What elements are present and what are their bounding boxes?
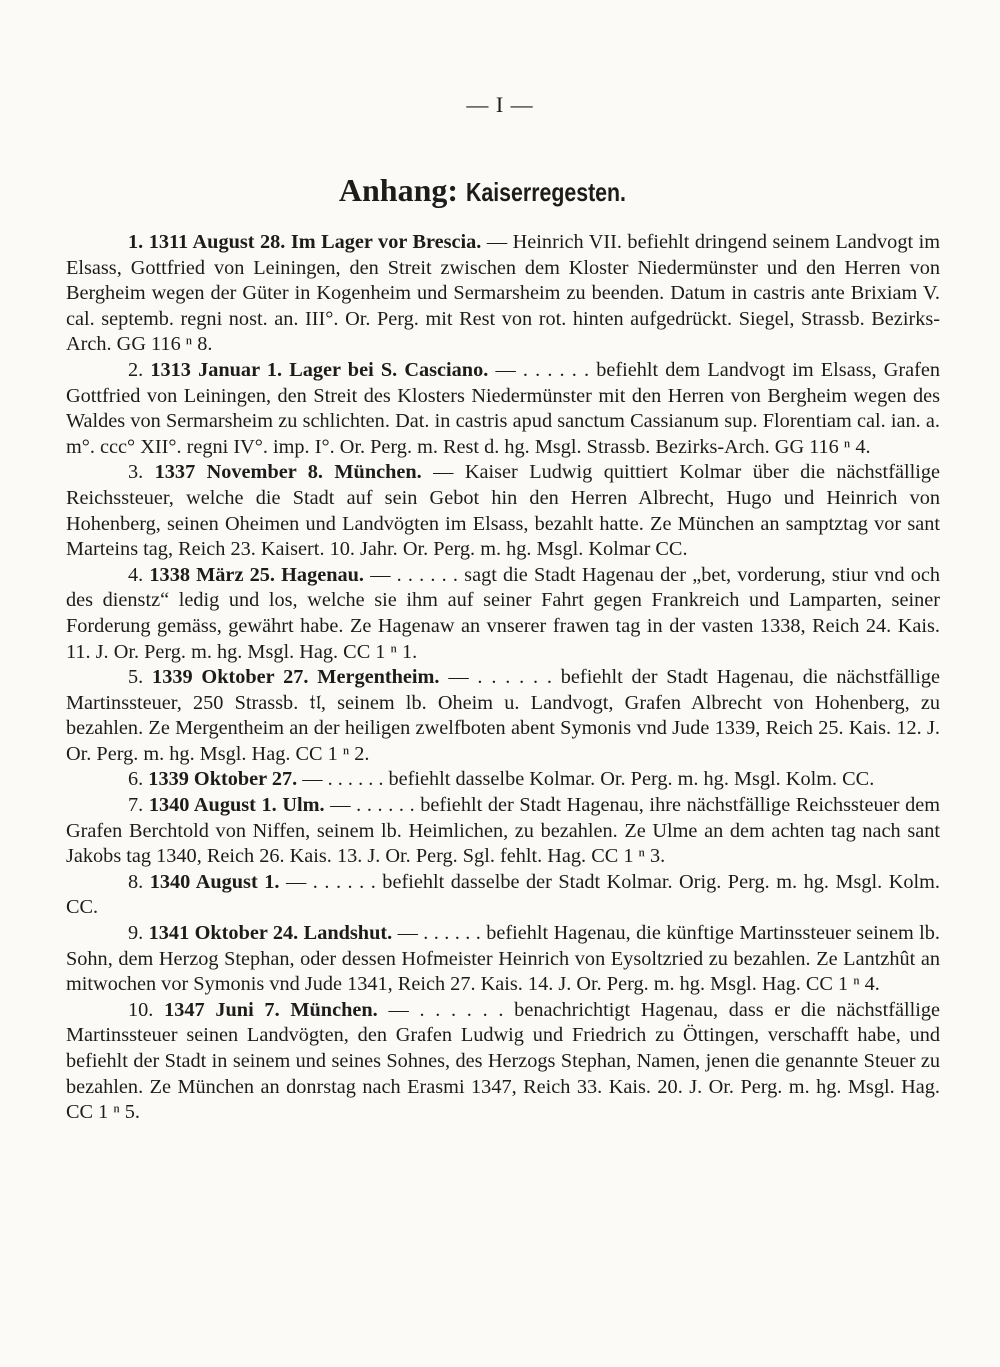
entry-number: 6.: [128, 768, 144, 791]
entry-heading: 1313 Januar 1. Lager bei S. Casciano.: [150, 358, 489, 381]
entry-number: 2.: [128, 358, 144, 381]
regest-entry-10: [66, 998, 940, 1126]
entry-heading: 1340 August 1.: [149, 870, 280, 893]
entry-heading: 1340 August 1. Ulm.: [148, 794, 325, 817]
entry-number: 5.: [128, 666, 144, 689]
entry-heading: 1311 August 28. Im Lager vor Brescia.: [148, 231, 482, 253]
page-number: — I —: [466, 92, 534, 117]
regest-entry-2: [66, 358, 940, 460]
entry-text: — . . . . . . befiehlt dem Landvogt im Elsass, Grafen Gottfried von Leiningen, den Streit des Klosters Niedermünster mit den Herren von Bergheim wegen des Waldes von Sermarsheim zu schlichten. Dat. in castris apud sanctum Cassianum sup. Florentiam cal. ian. a. m°. ccc° XII°. regni IV°. imp. I°. Or. Perg. m. Rest d. hg. Msgl. Strassb. Bezirks-Arch. GG 116 ⁿ 4.: [66, 358, 940, 458]
heading-colon: :: [447, 172, 467, 208]
entry-text: — Kaiser Ludwig quittiert Kolmar über die nächstfällige Reichssteuer, welche die Stadt auf sein Gebot hin den Herren Albrecht, Hugo und Heinrich von Hohenberg, seinen Oheimen und Landvögten im Elsass, bezahlt hatte. Ze München an samptztag vor sant Marteins tag, Reich 23. Kaisert. 10. Jahr. Or. Perg. m. hg. Msgl. Kolmar CC.: [66, 461, 940, 561]
entry-heading: 1341 Oktober 24. Landshut.: [148, 922, 393, 945]
entry-heading: 1337 November 8. München.: [154, 461, 422, 484]
entry-heading: 1338 März 25. Hagenau.: [149, 563, 364, 586]
entry-number: 3.: [128, 461, 144, 484]
entry-text: — Heinrich VII. befiehlt dringend seinem Landvogt im Elsass, Gottfried von Leiningen, den Streit zwischen dem Kloster Niedermünster und den Herren von Bergheim wegen der Güter in Kogenheim und Sermarsheim zu beenden. Datum in castris ante Brixiam V. cal. septemb. regni nost. an. III°. Or. Perg. mit Rest von rot. hinten aufgedrückt. Siegel, Strassb. Bezirks-Arch. GG 116 ⁿ 8.: [66, 231, 940, 356]
section-heading: [0, 172, 1000, 209]
heading-part-1: Anhang: [338, 172, 448, 208]
entry-number: 4.: [128, 563, 144, 586]
entry-text: — . . . . . . befiehlt der Stadt Hagenau, die nächstfällige Martinssteuer, 250 Strassb. 𝔱𝔩, seinem lb. Oheim u. Landvogt, Grafen Albrecht von Hohenberg, zu bezahlen. Ze Mergentheim an der heiligen zwelfboten abent Symonis vnd Jude 1339, Reich 25. Kais. 12. J. Or. Perg. m. hg. Msgl. Hag. CC 1 ⁿ 2.: [66, 666, 940, 765]
regest-entry-1: [66, 230, 940, 358]
entry-number: 8.: [128, 870, 144, 893]
regest-entry-8: [66, 870, 940, 921]
entry-text: — . . . . . . befiehlt Hagenau, die künftige Martinssteuer seinem lb. Sohn, dem Herzog Stephan, oder dessen Hofmeister Heinrich von Eysoltzried zu bezahlen. Ze Lantzhût an mitwochen vor Symonis vnd Jude 1341, Reich 27. Kais. 14. J. Or. Perg. m. hg. Msgl. Hag. CC 1 ⁿ 4.: [66, 922, 940, 996]
entry-text: — . . . . . . befiehlt dasselbe der Stadt Kolmar. Orig. Perg. m. hg. Msgl. Kolm. CC.: [66, 870, 940, 919]
entry-text: — . . . . . . befiehlt der Stadt Hagenau, ihre nächstfällige Reichssteuer dem Grafen Berchtold von Niffen, seinem lb. Heimlichen, zu bezahlen. Ze Ulme an dem achten tag nach sant Jakobs tag 1340, Reich 26. Kais. 13. J. Or. Perg. Sgl. fehlt. Hag. CC 1 ⁿ 3.: [66, 794, 940, 868]
regest-entry-6: [66, 767, 940, 793]
entry-heading: 1339 Oktober 27. Mergentheim.: [152, 666, 440, 689]
regest-entry-3: [66, 460, 940, 562]
heading-part-2: Kaiserregesten.: [466, 177, 627, 207]
entry-text: — . . . . . . befiehlt dasselbe Kolmar. Or. Perg. m. hg. Msgl. Kolm. CC.: [302, 768, 875, 791]
entry-text: — . . . . . . sagt die Stadt Hagenau der „bet, vorderung, stiur vnd och des dienstz“ ledig und los, welche sie ihm auf seiner Fahrt gegen Frankreich und Lamparten, seiner Forderung gemäss, gewährt habe. Ze Hagenaw an vnserer frawen tag in der vasten 1338, Reich 24. Kais. 11. J. Or. Perg. m. hg. Msgl. Hag. CC 1 ⁿ 1.: [66, 563, 940, 663]
regest-entry-7: [66, 793, 940, 870]
entry-number: 9.: [128, 922, 144, 945]
regesta-list: [66, 230, 940, 1126]
entry-heading: 1339 Oktober 27.: [148, 768, 298, 791]
entry-text: — . . . . . . benachrichtigt Hagenau, dass er die nächstfällige Martinssteuer seinen Landvögten, den Grafen Ludwig und Friedrich zu Öttingen, verschafft habe, und befiehlt der Stadt in seinem und seines Sohnes, des Herzogs Stephan, Namen, jenen die genannte Steuer zu bezahlen. Ze München an donrstag nach Erasmi 1347, Reich 33. Kais. 20. J. Or. Perg. m. hg. Msgl. Hag. CC 1 ⁿ 5.: [66, 998, 941, 1124]
entry-number: 7.: [128, 794, 144, 817]
regest-entry-5: [66, 665, 940, 767]
regest-entry-9: [66, 921, 940, 998]
entry-number: 1.: [128, 231, 144, 253]
entry-heading: 1347 Juni 7. München.: [164, 998, 378, 1021]
entry-number: 10.: [128, 998, 154, 1021]
regest-entry-4: [66, 563, 940, 665]
